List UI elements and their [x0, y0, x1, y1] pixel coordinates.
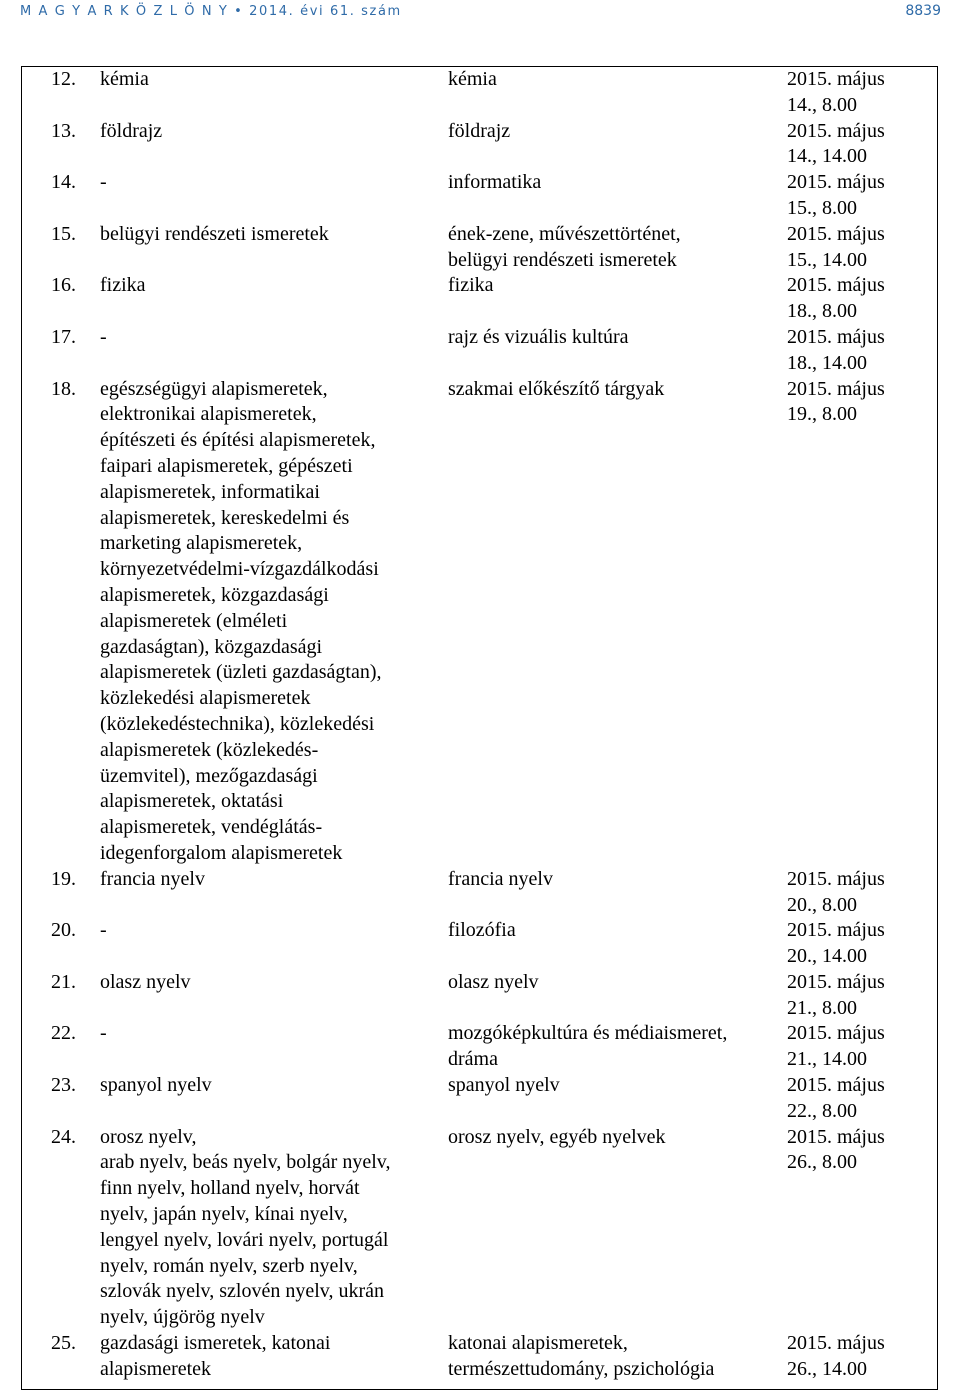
row-number: 19. [51, 867, 76, 890]
exam-date-cell [786, 970, 936, 1022]
row-number: 12. [51, 68, 76, 90]
exam-subject-cell: kémia [448, 68, 497, 90]
exam-time-line: 14., 8.00 [787, 93, 857, 116]
exam-subject-cell: olasz nyelv [448, 970, 539, 993]
exam-date-cell [786, 1073, 936, 1125]
subject-cell: - [100, 325, 107, 348]
page-header [0, 0, 960, 30]
exam-date-line: 2015. május [787, 970, 885, 993]
table-row [22, 119, 936, 171]
exam-date-cell [786, 867, 936, 919]
table-row [22, 1021, 936, 1073]
exam-subject-cell: mozgóképkultúra és médiaismeret, dráma [448, 1022, 728, 1071]
row-number: 16. [51, 274, 76, 297]
exam-date-line: 2015. május [787, 222, 885, 245]
exam-date-line: 2015. május [787, 919, 885, 942]
row-number: 21. [51, 970, 76, 993]
row-number: 13. [51, 119, 76, 142]
exam-date-cell [786, 170, 936, 222]
row-number: 15. [51, 222, 76, 245]
exam-date-line: 2015. május [787, 867, 885, 890]
exam-subject-cell: szakmai előkészítő tárgyak [448, 377, 665, 400]
table-row [22, 867, 936, 919]
row-number: 24. [51, 1125, 76, 1148]
exam-subject-cell: francia nyelv [448, 867, 553, 890]
exam-time-line: 15., 8.00 [787, 196, 857, 219]
exam-subject-cell: orosz nyelv, egyéb nyelvek [448, 1125, 666, 1148]
exam-time-line: 20., 8.00 [787, 893, 857, 916]
table-row [22, 377, 936, 867]
exam-time-line: 15., 14.00 [787, 248, 867, 271]
exam-subject-cell: ének-zene, művészettörténet, belügyi rendészeti ismeretek [448, 222, 681, 271]
subject-cell: gazdasági ismeretek, katonai alapismeretek [100, 1332, 331, 1380]
subject-cell: spanyol nyelv [100, 1074, 212, 1097]
exam-subject-cell: informatika [448, 171, 542, 194]
table-row [22, 170, 936, 222]
exam-date-line: 2015. május [787, 1332, 885, 1355]
exam-date-line: 2015. május [787, 325, 885, 348]
table-row [22, 67, 936, 119]
exam-subject-cell: földrajz [448, 119, 511, 142]
exam-subject-cell: fizika [448, 274, 494, 297]
subject-cell: fizika [100, 274, 146, 297]
subject-cell: olasz nyelv [100, 970, 191, 993]
row-number: 20. [51, 919, 76, 942]
exam-subject-cell: spanyol nyelv [448, 1074, 560, 1097]
exam-date-line: 2015. május [787, 119, 885, 142]
table-row [22, 325, 936, 377]
table-row [22, 918, 936, 970]
subject-cell: - [100, 171, 107, 194]
row-number: 23. [51, 1074, 76, 1097]
exam-date-line: 2015. május [787, 377, 885, 400]
subject-cell: - [100, 1022, 107, 1045]
exam-date-cell [786, 119, 936, 171]
exam-date-line: 2015. május [787, 1022, 885, 1045]
row-number: 14. [51, 171, 76, 194]
exam-date-line: 2015. május [787, 1074, 885, 1097]
exam-date-cell [786, 273, 936, 325]
exam-time-line: 14., 14.00 [787, 145, 867, 168]
subject-cell: egészségügyi alapismeretek, elektronikai alapismeretek, építészeti és építési alapismeretek, faipari alapismeretek, gépészeti alapismeretek, informatikai alapismeretek, kereskedelmi és marketing alapismeretek, környezetvédelmi-vízgazdálkodási alapismeretek, közgazdasági alapismeretek (elméleti gazdaságtan), közgazdasági alapismeretek (üzleti gazdaságtan), közlekedési alapismeretek (közlekedéstechnika), közlekedési alapismeretek (közlekedés- üzemvitel), mezőgazdasági alapismeretek, oktatási alapismeretek, vendéglátás- idegenforgalom alapismeretek [100, 377, 382, 864]
publication-title: M A G Y A R K Ö Z L Ö N Y • 2014. évi 61. szám [20, 4, 402, 19]
exam-time-line: 26., 8.00 [787, 1151, 857, 1174]
page-number: 8839 [905, 3, 941, 19]
exam-date-line: 2015. május [787, 68, 885, 90]
subject-cell: francia nyelv [100, 867, 205, 890]
exam-date-cell [786, 1125, 936, 1331]
exam-date-line: 2015. május [787, 274, 885, 297]
exam-schedule-table [22, 67, 936, 1383]
subject-cell: - [100, 919, 107, 942]
exam-date-cell [786, 1021, 936, 1073]
table-row [22, 1125, 936, 1331]
exam-subject-cell: filozófia [448, 919, 516, 942]
table-row [22, 1073, 936, 1125]
row-number: 25. [51, 1332, 76, 1355]
subject-cell: kémia [100, 68, 149, 90]
exam-date-line: 2015. május [787, 171, 885, 194]
exam-date-cell [786, 325, 936, 377]
table-row [22, 1331, 936, 1383]
exam-time-line: 19., 8.00 [787, 403, 857, 426]
exam-time-line: 18., 8.00 [787, 300, 857, 323]
exam-date-cell [786, 918, 936, 970]
table-row [22, 970, 936, 1022]
exam-time-line: 26., 14.00 [787, 1357, 867, 1380]
exam-date-cell [786, 377, 936, 867]
exam-date-cell [786, 222, 936, 274]
exam-time-line: 21., 14.00 [787, 1048, 867, 1071]
exam-date-line: 2015. május [787, 1125, 885, 1148]
exam-time-line: 22., 8.00 [787, 1099, 857, 1122]
exam-time-line: 20., 14.00 [787, 945, 867, 968]
table-row [22, 222, 936, 274]
subject-cell: belügyi rendészeti ismeretek [100, 222, 329, 245]
exam-subject-cell: katonai alapismeretek, természettudomány, pszichológia [448, 1332, 715, 1380]
row-number: 22. [51, 1022, 76, 1045]
row-number: 18. [51, 377, 76, 400]
exam-date-cell [786, 67, 936, 119]
table-row [22, 273, 936, 325]
exam-subject-cell: rajz és vizuális kultúra [448, 325, 629, 348]
row-number: 17. [51, 325, 76, 348]
exam-date-cell [786, 1331, 936, 1383]
exam-time-line: 21., 8.00 [787, 996, 857, 1019]
exam-time-line: 18., 14.00 [787, 351, 867, 374]
subject-cell: orosz nyelv, arab nyelv, beás nyelv, bolgár nyelv, finn nyelv, holland nyelv, horvát nyelv, japán nyelv, kínai nyelv, lengyel nyelv, lovári nyelv, portugál nyelv, román nyelv, szerb nyelv, szlovák nyelv, szlovén nyelv, ukrán nyelv, újgörög nyelv [100, 1125, 391, 1329]
subject-cell: földrajz [100, 119, 163, 142]
